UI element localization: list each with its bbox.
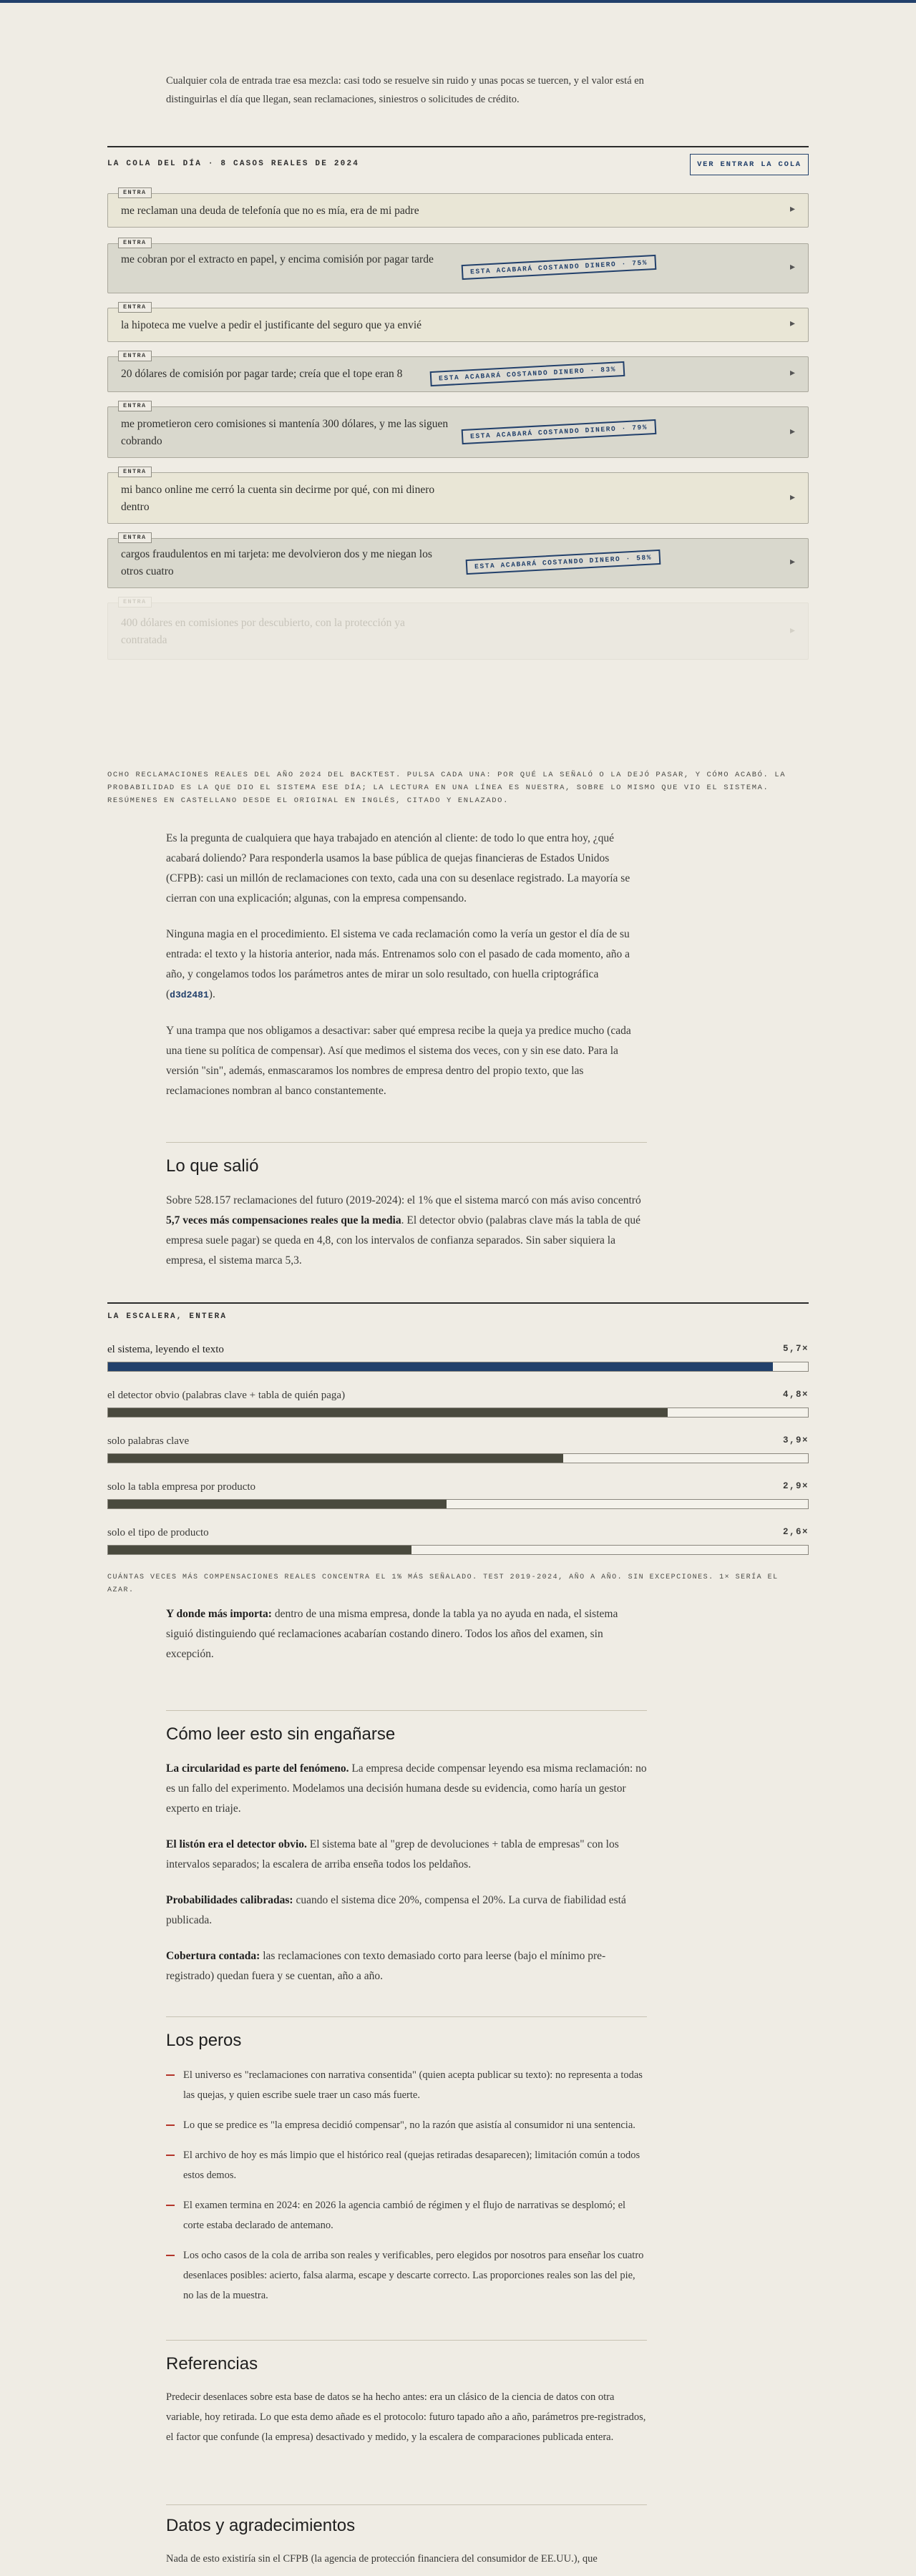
cons-section xyxy=(166,2065,647,2316)
refs-heading: Referencias xyxy=(166,2354,258,2373)
cons-item: El examen termina en 2024: en 2026 la agencia cambió de régimen y el flujo de narrativas se desplomó; el corte estaba declarado de antemano. xyxy=(166,2195,647,2235)
howto-text: las reclamaciones con texto demasiado corto para leerse (bajo el mínimo pre-registrado) quedan fuera y se cuentan, año a año. xyxy=(166,1950,606,1982)
ladder-bar xyxy=(108,1408,668,1417)
expand-arrow-icon[interactable]: ▸ xyxy=(789,204,795,215)
ladder-track xyxy=(107,1407,809,1418)
howto-heading: Cómo leer esto sin engañarse xyxy=(166,1724,396,1744)
intro-paragraph: Cualquier cola de entrada trae esa mezcla: casi todo se resuelve sin ruido y unas pocas se tuercen, y el valor está en distinguirlas el día que llegan, sean reclamaciones, siniestros o solicitudes de crédito. xyxy=(166,75,644,105)
result-paragraph xyxy=(166,1191,647,1271)
refs-section xyxy=(166,2387,647,2463)
card-tag: ENTRA xyxy=(118,302,152,313)
risk-stamp: ESTA ACABARÁ COSTANDO DINERO · 58% xyxy=(466,550,661,575)
thanks-paragraph: Nada de esto existiría sin el CFPB (la agencia de protección financiera del consumidor de EE.UU.), que xyxy=(166,2553,598,2565)
howto-lead: Probabilidades calibradas: xyxy=(166,1894,293,1906)
cons-heading: Los peros xyxy=(166,2031,242,2050)
queue-card-pending[interactable] xyxy=(107,598,809,660)
ladder-label: el detector obvio (palabras clave + tabla de quién paga) xyxy=(107,1390,346,1401)
section-divider xyxy=(166,2016,647,2017)
howto-lead: La circularidad es parte del fenómeno. xyxy=(166,1762,349,1775)
ladder-row xyxy=(107,1435,809,1471)
ladder-value: 4,8× xyxy=(782,1390,809,1400)
ladder-title: LA ESCALERA, ENTERA xyxy=(107,1312,228,1321)
top-accent-bar xyxy=(0,0,916,3)
expand-arrow-icon[interactable]: ▸ xyxy=(789,318,795,329)
ladder-row xyxy=(107,1481,809,1517)
card-text: mi banco online me cerró la cuenta sin decirme por qué, con mi dinero dentro xyxy=(121,484,435,513)
result-text-end: . El detector obvio (palabras clave más la tabla de qué empresa suele pagar) se queda en 4,8, con los intervalos de confianza separados. Sin saber siquiera la empresa, el sistema marca 5,3. xyxy=(166,1214,641,1267)
watch-queue-button[interactable]: VER ENTRAR LA COLA xyxy=(690,154,809,175)
ladder-row xyxy=(107,1344,809,1380)
where-paragraph xyxy=(166,1604,647,1664)
method-text: Ninguna magia en el procedimiento. El sistema ve cada reclamación como la vería un gestor el día de su entrada: el texto y la historia anterior, nada más. Entrenamos solo con el pasado de cada momento, año a año, y congelamos todos los parámetros antes de mirar un solo resultado, con huella criptográfica ( xyxy=(166,928,630,1000)
ladder-caption: CUÁNTAS VECES MÁS COMPENSACIONES REALES CONCENTRA EL 1% MÁS SEÑALADO. TEST 2019-2024, AÑO A AÑO. SIN EXCEPCIONES. 1× SERÍA EL AZAR. xyxy=(107,1574,779,1594)
thanks-section xyxy=(166,2549,647,2576)
risk-stamp: ESTA ACABARÁ COSTANDO DINERO · 79% xyxy=(462,419,657,444)
queue-caption: OCHO RECLAMACIONES REALES DEL AÑO 2024 DEL BACKTEST. PULSA CADA UNA: POR QUÉ LA SEÑALÓ O LA DEJÓ PASAR, Y CÓMO ACABÓ. LA PROBABILIDAD ES LA QUE DIO EL SISTEMA ESE DÍA; LA LECTURA EN UNA LÍNEA ES NUESTRA, SOBRE LO MISMO QUE VIO EL SISTEMA. RESÚMENES EN CASTELLANO DESDE EL ORIGINAL EN INGLÉS, CITADO Y ENLAZADO. xyxy=(107,771,786,805)
cons-item: El archivo de hoy es más limpio que el histórico real (quejas retiradas desaparecen); limitación común a todos estos demos. xyxy=(166,2145,647,2185)
method-section xyxy=(166,829,647,1117)
queue-card[interactable] xyxy=(107,468,809,524)
howto-item xyxy=(166,1890,647,1931)
card-tag: ENTRA xyxy=(118,532,152,543)
expand-arrow-icon[interactable]: ▸ xyxy=(789,492,795,503)
where-lead: Y donde más importa: xyxy=(166,1608,272,1620)
result-text: Sobre 528.157 reclamaciones del futuro (2019-2024): el 1% que el sistema marcó con más aviso concentró xyxy=(166,1194,641,1206)
expand-arrow-icon[interactable]: ▸ xyxy=(789,262,795,273)
where-text: dentro de una misma empresa, donde la tabla ya no ayuda en nada, el sistema siguió distinguiendo qué reclamaciones acabarían costando dinero. Todos los años del examen, sin excepción. xyxy=(166,1608,618,1660)
ladder-row xyxy=(107,1527,809,1563)
method-paragraph-1: Es la pregunta de cualquiera que haya trabajado en atención al cliente: de todo lo que entra hoy, ¿qué acabará doliendo? Para responderla usamos la base pública de quejas financieras de Estados Unidos (CFPB): casi un millón de reclamaciones con texto, cada una con su desenlace registrado. La mayoría se cierran con una explicación; algunas, con la empresa compensando. xyxy=(166,832,630,904)
ladder-track xyxy=(107,1499,809,1509)
card-tag: ENTRA xyxy=(118,238,152,248)
howto-item xyxy=(166,1835,647,1875)
method-paragraph-3: Y una trampa que nos obligamos a desactivar: saber qué empresa recibe la queja ya predice mucho (cada una tiene su política de compensar). Así que medimos el sistema dos veces, con y sin ese dato. Para la versión "sin", además, enmascaramos los nombres de empresa dentro del propio texto, que las reclamaciones nombran al banco constantemente. xyxy=(166,1025,631,1097)
section-divider xyxy=(166,2340,647,2341)
section-divider xyxy=(166,1710,647,1711)
queue-card[interactable] xyxy=(107,303,809,342)
result-section xyxy=(166,1191,647,1287)
ladder-bar xyxy=(108,1362,773,1371)
howto-item xyxy=(166,1946,647,1986)
cons-item: Los ocho casos de la cola de arriba son reales y verificables, pero elegidos por nosotros para enseñar los cuatro desenlaces posibles: acierto, falsa alarma, escape y descarte correcto. Las proporciones reales son las del pie, no las de la muestra. xyxy=(166,2245,647,2306)
queue-card[interactable] xyxy=(107,534,809,588)
ladder-track xyxy=(107,1362,809,1372)
ladder-value: 2,9× xyxy=(782,1481,809,1491)
expand-arrow-icon[interactable]: ▸ xyxy=(789,426,795,437)
ladder-track xyxy=(107,1453,809,1463)
ladder-row xyxy=(107,1390,809,1425)
queue-card[interactable] xyxy=(107,189,809,228)
howto-text: cuando el sistema dice 20%, compensa el 20%. La curva de fiabilidad está publicada. xyxy=(166,1894,626,1926)
hash-link[interactable]: d3d2481 xyxy=(170,990,209,1000)
card-tag: ENTRA xyxy=(118,597,152,608)
ladder-label: solo el tipo de producto xyxy=(107,1527,209,1538)
ladder-label: solo palabras clave xyxy=(107,1435,190,1447)
ladder-label: solo la tabla empresa por producto xyxy=(107,1481,256,1493)
risk-stamp: ESTA ACABARÁ COSTANDO DINERO · 83% xyxy=(430,361,625,386)
howto-lead: Cobertura contada: xyxy=(166,1950,260,1962)
result-highlight: 5,7 veces más compensaciones reales que la media xyxy=(166,1214,401,1226)
ladder-value: 2,6× xyxy=(782,1527,809,1537)
howto-item xyxy=(166,1759,647,1819)
howto-text: La empresa decide compensar leyendo esa misma reclamación: no es un fallo del experimento. Modelamos una decisión humana desde su evidencia, como haría un gestor experto en triaje. xyxy=(166,1762,647,1815)
howto-section xyxy=(166,1759,647,2002)
card-tag: ENTRA xyxy=(118,187,152,198)
method-paragraph-2 xyxy=(166,924,647,1005)
card-text: cargos fraudulentos en mi tarjeta: me devolvieron dos y me niegan los otros cuatro xyxy=(121,548,432,577)
card-tag: ENTRA xyxy=(118,401,152,411)
expand-arrow-icon[interactable]: ▸ xyxy=(789,368,795,379)
card-text: me cobran por el extracto en papel, y encima comisión por pagar tarde xyxy=(121,253,434,265)
ladder-track xyxy=(107,1545,809,1555)
ladder-value: 3,9× xyxy=(782,1435,809,1445)
refs-paragraph: Predecir desenlaces sobre esta base de datos se ha hecho antes: era un clásico de la ciencia de datos con otra variable, hoy retirada. Lo que esta demo añade es el protocolo: futuro tapado año a año, parámetros pre-registrados, el factor que confunde (la empresa) desactivado y medido, y la escalera de comparaciones publicada entera. xyxy=(166,2391,646,2443)
intro-section xyxy=(166,72,647,125)
method-text-end: ). xyxy=(208,988,215,1000)
card-text: me prometieron cero comisiones si mantenía 300 dólares, y me las siguen cobrando xyxy=(121,418,449,447)
queue-title: LA COLA DEL DÍA · 8 CASOS REALES DE 2024 xyxy=(107,160,360,168)
section-divider xyxy=(166,1142,647,1143)
card-tag: ENTRA xyxy=(118,467,152,477)
card-text: la hipoteca me vuelve a pedir el justificante del seguro que ya envié xyxy=(121,319,422,331)
cons-item: Lo que se predice es "la empresa decidió compensar", no la razón que asistía al consumidor ni una sentencia. xyxy=(166,2115,647,2135)
thanks-heading: Datos y agradecimientos xyxy=(166,2516,356,2535)
section-divider xyxy=(166,2504,647,2505)
cons-list xyxy=(166,2065,647,2306)
cons-item: El universo es "reclamaciones con narrativa consentida" (quien acepta publicar su texto): no representa a todas las quejas, y quien escribe suele traer un caso más fuerte. xyxy=(166,2065,647,2105)
card-tag: ENTRA xyxy=(118,351,152,361)
card-text: 400 dólares en comisiones por descubierto, con la protección ya contratada xyxy=(121,617,405,646)
card-text: 20 dólares de comisión por pagar tarde; creía que el tope eran 8 xyxy=(121,368,403,380)
howto-lead: El listón era el detector obvio. xyxy=(166,1838,307,1850)
ladder-label: el sistema, leyendo el texto xyxy=(107,1344,224,1355)
queue-card[interactable] xyxy=(107,352,809,392)
card-text: me reclaman una deuda de telefonía que no es mía, era de mi padre xyxy=(121,205,419,217)
ladder-header xyxy=(107,1302,809,1321)
ladder-bar xyxy=(108,1454,563,1463)
ladder-bar xyxy=(108,1500,447,1508)
expand-arrow-icon[interactable]: ▸ xyxy=(789,625,795,636)
queue-card[interactable] xyxy=(107,239,809,293)
result-heading: Lo que salió xyxy=(166,1156,259,1176)
howto-text: El sistema bate al "grep de devoluciones + tabla de empresas" con los intervalos separados; la escalera de arriba enseña todos los peldaños. xyxy=(166,1838,619,1870)
ladder-value: 5,7× xyxy=(782,1344,809,1354)
ladder-bar xyxy=(108,1546,411,1554)
expand-arrow-icon[interactable]: ▸ xyxy=(789,557,795,567)
where-section xyxy=(166,1604,647,1680)
queue-card[interactable] xyxy=(107,402,809,458)
queue-header xyxy=(107,146,809,177)
risk-stamp: ESTA ACABARÁ COSTANDO DINERO · 75% xyxy=(462,255,657,280)
